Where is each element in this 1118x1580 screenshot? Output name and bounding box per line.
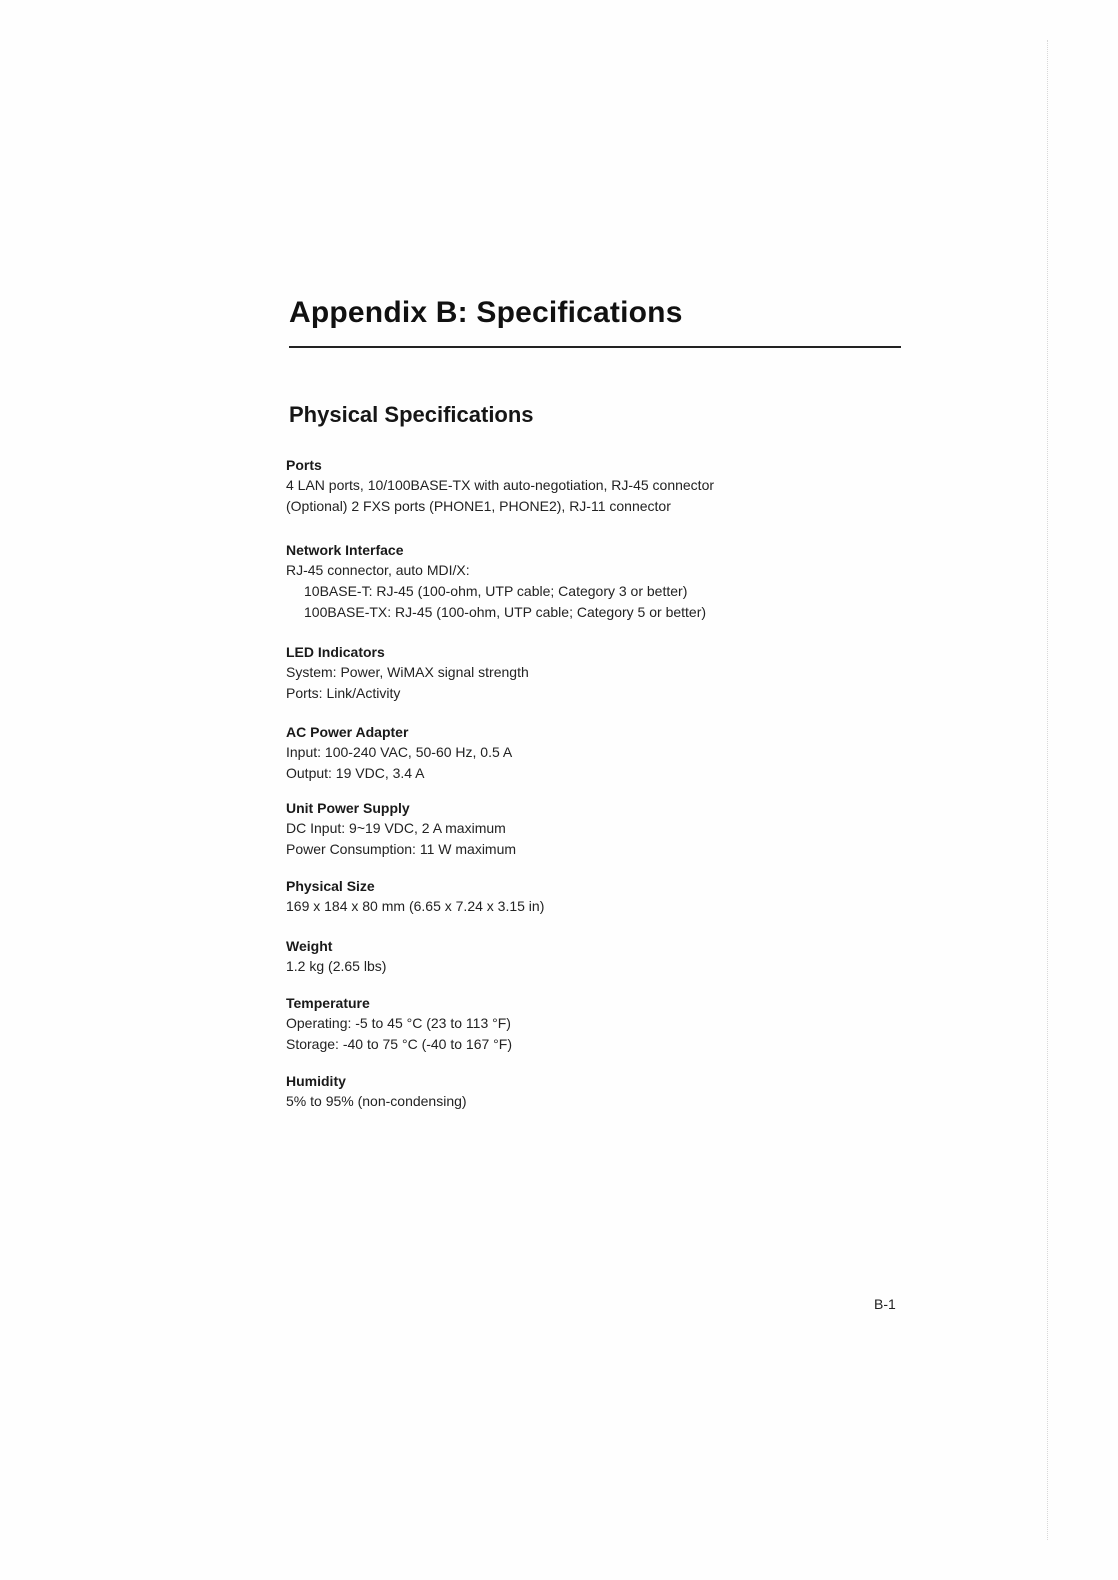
spec-label: AC Power Adapter [286, 724, 409, 740]
spec-label: Physical Size [286, 878, 375, 894]
spec-temperature [286, 993, 906, 1055]
spec-ports [286, 455, 906, 517]
spec-line: 4 LAN ports, 10/100BASE-TX with auto-negotiation, RJ-45 connector [286, 477, 715, 493]
spec-unit-power-supply [286, 798, 906, 860]
spec-label: Unit Power Supply [286, 800, 410, 816]
spec-label: Ports [286, 457, 322, 473]
page-title: Appendix B: Specifications [289, 296, 683, 329]
spec-ac-power-adapter [286, 722, 906, 784]
spec-line: Storage: -40 to 75 °C (-40 to 167 °F) [286, 1036, 512, 1052]
spec-label: Weight [286, 938, 333, 954]
spec-label: Humidity [286, 1073, 346, 1089]
spec-line: 169 x 184 x 80 mm (6.65 x 7.24 x 3.15 in) [286, 898, 545, 914]
spec-physical-size [286, 876, 906, 917]
spec-line: Input: 100-240 VAC, 50-60 Hz, 0.5 A [286, 744, 513, 760]
scan-edge-artifact [1046, 40, 1048, 1540]
spec-line: Operating: -5 to 45 °C (23 to 113 °F) [286, 1015, 511, 1031]
spec-line: (Optional) 2 FXS ports (PHONE1, PHONE2), RJ-11 connector [286, 498, 671, 514]
spec-line: 10BASE-T: RJ-45 (100-ohm, UTP cable; Category 3 or better) [304, 583, 688, 599]
title-divider [289, 346, 901, 348]
spec-line: Output: 19 VDC, 3.4 A [286, 765, 425, 781]
spec-line: System: Power, WiMAX signal strength [286, 664, 529, 680]
spec-line: 1.2 kg (2.65 lbs) [286, 958, 387, 974]
spec-line: Ports: Link/Activity [286, 685, 401, 701]
spec-label: LED Indicators [286, 644, 385, 660]
spec-humidity [286, 1071, 906, 1112]
spec-line: RJ-45 connector, auto MDI/X: [286, 562, 470, 578]
section-heading: Physical Specifications [289, 402, 534, 427]
spec-label: Network Interface [286, 542, 404, 558]
spec-line: 100BASE-TX: RJ-45 (100-ohm, UTP cable; Category 5 or better) [304, 604, 707, 620]
spec-line: 5% to 95% (non-condensing) [286, 1093, 467, 1109]
page-number: B-1 [874, 1296, 896, 1312]
spec-network-interface [286, 540, 906, 623]
spec-label: Temperature [286, 995, 370, 1011]
spec-line: Power Consumption: 11 W maximum [286, 841, 517, 857]
spec-led-indicators [286, 642, 906, 704]
spec-weight [286, 936, 906, 977]
spec-line: DC Input: 9~19 VDC, 2 A maximum [286, 820, 506, 836]
